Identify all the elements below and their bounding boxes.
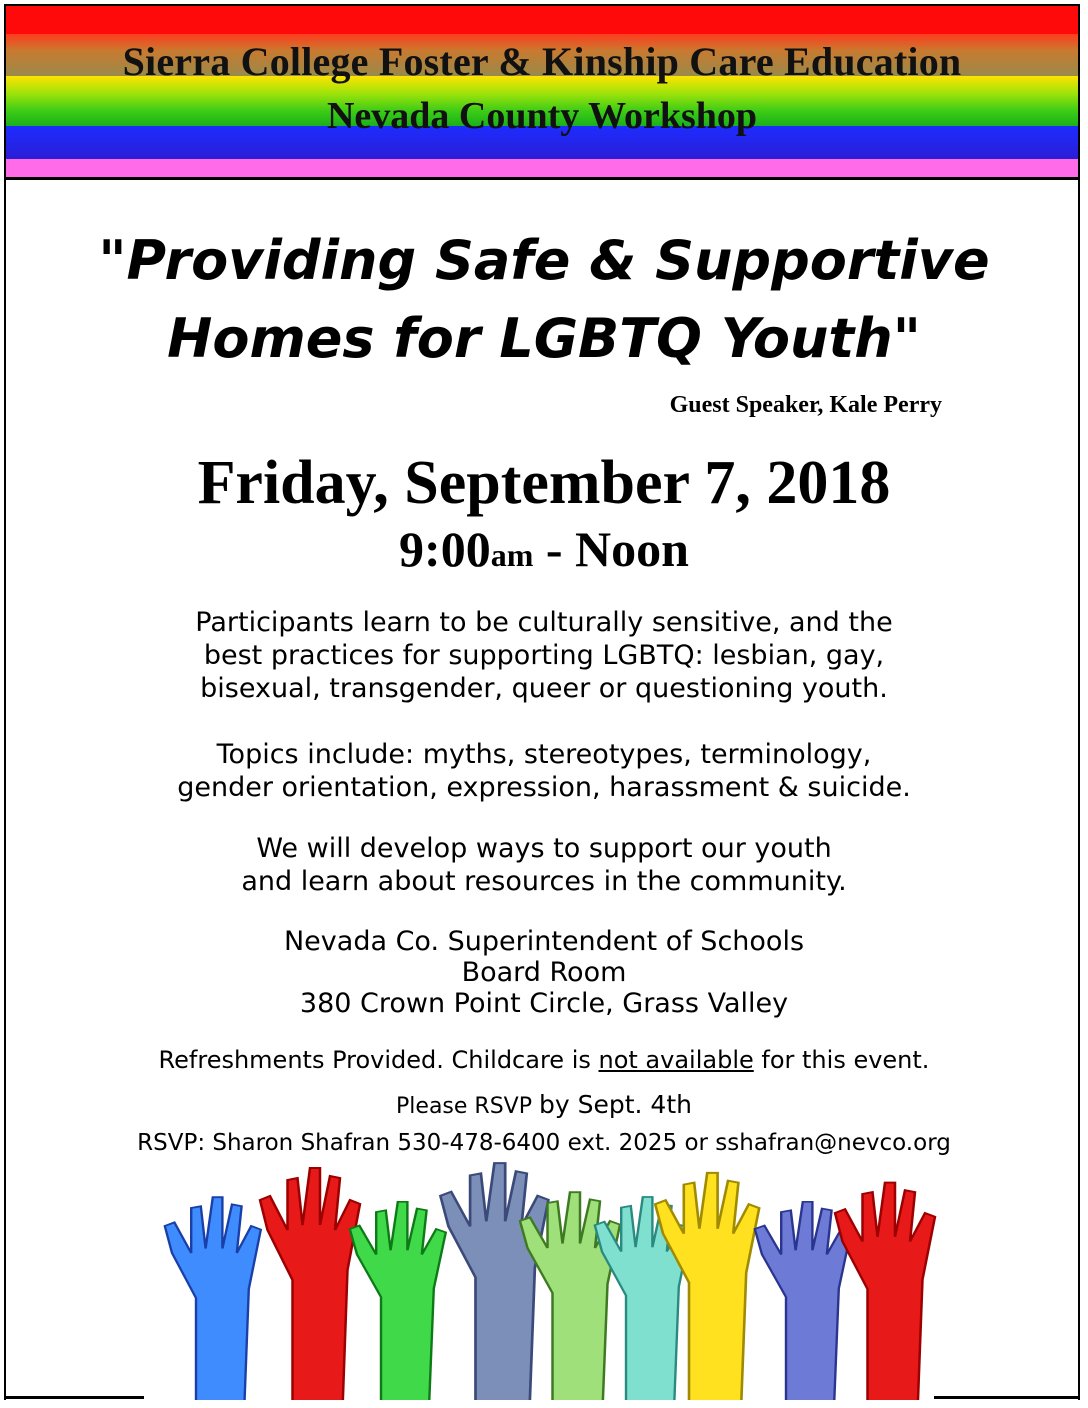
rainbow-band-red: [6, 6, 1078, 34]
headline-line-1: "Providing Safe & Supportive: [98, 229, 990, 292]
raised-hands-icon: [150, 1150, 940, 1400]
description-paragraph-3: [60, 832, 1028, 898]
refreshments-text: Refreshments Provided. Childcare is: [158, 1046, 599, 1074]
hand-4: [440, 1163, 548, 1400]
event-time-am: am: [490, 537, 534, 573]
bottom-border-left: [4, 1396, 144, 1399]
venue-name: Nevada Co. Superintendent of Schools: [283, 926, 805, 957]
rsvp-contact: RSVP: Sharon Shafran 530-478-6400 ext. 2025 or sshafran@nevco.org: [137, 1130, 951, 1156]
banner-title: Sierra College Foster & Kinship Care Education: [122, 39, 962, 84]
event-time-start: 9:00: [399, 521, 491, 577]
hand-3: [350, 1202, 446, 1400]
rsvp-prefix: Please RSVP: [396, 1094, 539, 1119]
description-line: Participants learn to be culturally sensitive, and the: [195, 607, 893, 638]
description-line: gender orientation, expression, harassment & suicide.: [177, 772, 911, 803]
rsvp-date: by Sept. 4th: [538, 1090, 692, 1119]
hand-1: [165, 1197, 261, 1400]
hand-9: [835, 1183, 935, 1400]
rainbow-banner: [6, 6, 1078, 180]
venue-address: [60, 926, 1028, 1019]
rainbow-band-pink: [6, 159, 1078, 177]
event-time: [0, 520, 1088, 578]
event-date: Friday, September 7, 2018: [197, 449, 891, 517]
description-paragraph-2: [60, 738, 1028, 804]
refreshments-tail: for this event.: [753, 1046, 930, 1074]
rsvp-deadline: [0, 1090, 1088, 1119]
event-time-end: - Noon: [533, 521, 689, 577]
venue-street: 380 Crown Point Circle, Grass Valley: [299, 988, 789, 1019]
bottom-border-right: [934, 1396, 1080, 1399]
description-line: Topics include: myths, stereotypes, terminology,: [216, 739, 872, 770]
banner-subtitle: Nevada County Workshop: [326, 95, 758, 137]
headline-line-2: Homes for LGBTQ Youth": [167, 307, 921, 370]
description-line: We will develop ways to support our youth: [256, 833, 832, 864]
childcare-not-available: not available: [598, 1046, 754, 1074]
hand-2: [260, 1168, 360, 1400]
description-paragraph-1: [60, 606, 1028, 705]
description-line: and learn about resources in the community.: [241, 866, 847, 897]
workshop-headline: [0, 222, 1088, 378]
description-line: best practices for supporting LGBTQ: lesbian, gay,: [203, 640, 885, 671]
refreshments-note: [0, 1046, 1088, 1074]
hand-8: [755, 1202, 851, 1400]
venue-room: Board Room: [461, 957, 627, 988]
guest-speaker: Guest Speaker, Kale Perry: [669, 392, 942, 418]
description-line: bisexual, transgender, queer or questioning youth.: [200, 673, 888, 704]
